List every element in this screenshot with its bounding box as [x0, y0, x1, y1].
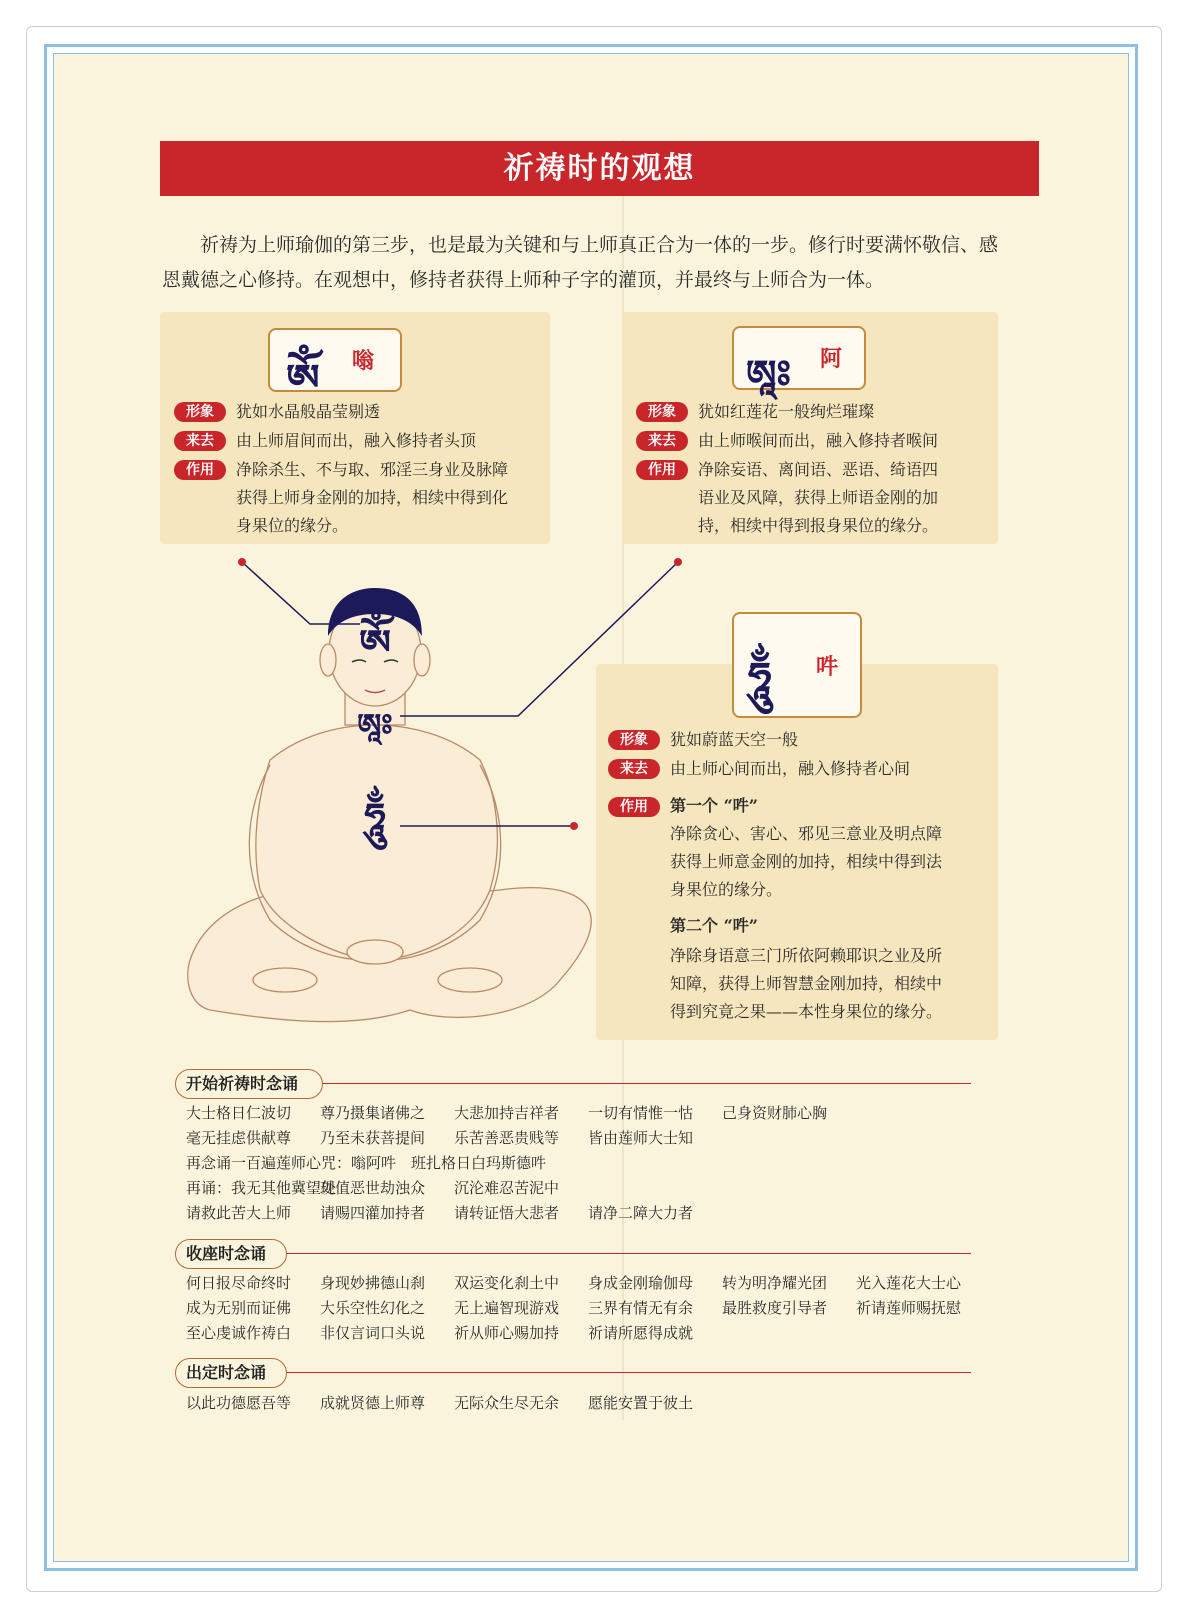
- tibetan-om-syllable: ༀ: [286, 355, 320, 404]
- verse-phrase: 愿能安置于彼土: [588, 1394, 694, 1412]
- leader-line-ah: [400, 562, 678, 716]
- verse-phrase: 最胜救度引导者: [722, 1299, 828, 1317]
- page-title: 祈祷时的观想: [160, 141, 1039, 196]
- right-ear: [414, 644, 430, 676]
- verse-phrase: 请净二障大力者: [588, 1204, 694, 1222]
- left-foot: [253, 968, 317, 992]
- om-function-line: 身果位的缘分。: [236, 516, 349, 535]
- badge-function: 作用: [608, 797, 660, 817]
- verse-phrase: 祈从师心赐加持: [454, 1324, 560, 1342]
- verse-phrase: 双运变化刹土中: [454, 1274, 560, 1292]
- seed-panel-om: [160, 312, 550, 544]
- hum-second-line: 净除身语意三门所依阿赖耶识之业及所: [670, 946, 943, 965]
- verse-phrase: 乃至未获菩提间: [320, 1129, 426, 1147]
- badge-form: 形象: [174, 402, 226, 422]
- verse-phrase: 皆由莲师大士知: [588, 1129, 694, 1147]
- hum-form-text: 犹如蔚蓝天空一般: [670, 730, 799, 749]
- verse-phrase: 大士格日仁波切: [186, 1104, 292, 1122]
- seed-box-om: [268, 328, 402, 404]
- badge-come-go: 来去: [636, 431, 688, 451]
- verse-phrase: 成为无别而证佛: [186, 1299, 292, 1317]
- verse-phrase: 现值恶世劫浊众: [320, 1179, 426, 1197]
- hum-first-line: 净除贪心、害心、邪见三意业及明点障: [670, 824, 943, 843]
- verse-phrase: 以此功德愿吾等: [186, 1394, 292, 1412]
- hum-come-go-text: 由上师心间而出，融入修持者心间: [670, 759, 911, 778]
- verse-phrase: 请救此苦大上师: [186, 1204, 292, 1222]
- tibetan-hum-syllable: ཧཱུྂ: [748, 653, 772, 702]
- seed-panel-ah: [622, 312, 998, 544]
- badge-form: 形象: [608, 730, 660, 750]
- badge-function: 作用: [636, 460, 688, 480]
- verse-phrase: 再念诵一百遍莲师心咒：嗡阿吽 班扎格日白玛斯德吽: [186, 1154, 547, 1172]
- verse-phrase: 大悲加持吉祥者: [454, 1104, 560, 1122]
- verse-phrase: 一切有情惟一怙: [588, 1104, 694, 1122]
- intro-paragraph: [162, 228, 1002, 298]
- verse-phrase: 己身资财肺心胸: [722, 1104, 828, 1122]
- badge-come-go: 来去: [174, 431, 226, 451]
- verse-phrase: 请赐四灌加持者: [320, 1204, 426, 1222]
- hum-second-line: 得到究竟之果——本性身果位的缘分。: [670, 1002, 943, 1021]
- om-form-text: 犹如水晶般晶莹剔透: [236, 402, 381, 421]
- badge-function: 作用: [174, 460, 226, 480]
- verse-phrase: 身现妙拂德山刹: [320, 1274, 426, 1292]
- hum-first-line: 身果位的缘分。: [670, 880, 783, 899]
- hum-first-line: 获得上师意金刚的加持，相续中得到法: [670, 852, 943, 871]
- ah-form-text: 犹如红莲花一般绚烂璀璨: [698, 402, 875, 421]
- verse-phrase: 三界有情无有余: [588, 1299, 694, 1317]
- intro-text: 祈祷为上师瑜伽的第三步，也是最为关键和与上师真正合为一体的一步。修行时要满怀敬信、感恩戴德之心修持。在观想中，修持者获得上师种子字的灌顶，并最终与上师合为一体。: [162, 234, 999, 291]
- recitation-heading-exit: 出定时念诵: [175, 1358, 287, 1388]
- verse-phrase: 祈请所愿得成就: [588, 1324, 694, 1342]
- verse-phrase: 何日报尽命终时: [186, 1274, 292, 1292]
- verse-phrase: 祈请莲师赐抚慰: [856, 1299, 962, 1317]
- badge-form: 形象: [636, 402, 688, 422]
- leader-dot-hum: [570, 822, 578, 830]
- recitation-heading-start: 开始祈祷时念诵: [175, 1069, 323, 1099]
- om-function-line: 净除杀生、不与取、邪淫三身业及脉障: [236, 460, 509, 479]
- figure-ah-syllable: ཨཱཿ: [357, 708, 393, 743]
- ah-function-line: 语业及风障，获得上师语金刚的加: [698, 488, 939, 507]
- right-foot: [438, 968, 502, 992]
- recitation-heading-close: 收座时念诵: [175, 1239, 287, 1269]
- chinese-hum-syllable: 吽: [816, 654, 839, 680]
- figure-hum-syllable: ཧཱུྂ: [364, 794, 386, 839]
- seed-box-hum: [732, 612, 862, 718]
- section-divider: [287, 1372, 971, 1373]
- verse-phrase: 尊乃摄集诸佛之: [320, 1104, 426, 1122]
- leader-dot-ah: [674, 558, 682, 566]
- tibetan-ah-syllable: ཨཱཿ: [746, 351, 791, 396]
- left-ear: [320, 644, 336, 676]
- verse-phrase: 乐苦善恶贵贱等: [454, 1129, 560, 1147]
- hum-second-line: 知障，获得上师智慧金刚加持，相续中: [670, 974, 943, 993]
- meditating-figure-illustration: [150, 540, 710, 1060]
- verse-phrase: 请转证悟大悲者: [454, 1204, 560, 1222]
- verse-phrase: 成就贤德上师尊: [320, 1394, 426, 1412]
- badge-come-go: 来去: [608, 759, 660, 779]
- chinese-ah-syllable: 阿: [820, 346, 843, 372]
- verse-phrase: 毫无挂虑供献尊: [186, 1129, 292, 1147]
- ah-function-line: 持，相续中得到报身果位的缘分。: [698, 516, 939, 535]
- leader-dot-om: [238, 558, 246, 566]
- section-divider: [323, 1083, 971, 1084]
- chinese-om-syllable: 嗡: [352, 348, 375, 374]
- verse-phrase: 大乐空性幻化之: [320, 1299, 426, 1317]
- figure-om-syllable: ༀ: [358, 621, 392, 668]
- verse-phrase: 无上遍智现游戏: [454, 1299, 560, 1317]
- verse-phrase: 至心虔诚作祷白: [186, 1324, 292, 1342]
- section-divider: [287, 1253, 971, 1254]
- om-function-line: 获得上师身金刚的加持，相续中得到化: [236, 488, 509, 507]
- hum-second-title: 第二个 “吽”: [670, 916, 758, 935]
- ah-function-line: 净除妄语、离间语、恶语、绮语四: [698, 460, 939, 479]
- verse-phrase: 沉沦难忍苦泥中: [454, 1179, 560, 1197]
- verse-phrase: 无际众生尽无余: [454, 1394, 560, 1412]
- om-come-go-text: 由上师眉间而出，融入修持者头顶: [236, 431, 477, 450]
- verse-phrase: 非仅言词口头说: [320, 1324, 426, 1342]
- verse-phrase: 转为明净耀光团: [722, 1274, 828, 1292]
- verse-phrase: 身成金刚瑜伽母: [588, 1274, 694, 1292]
- hum-first-title: 第一个 “吽”: [670, 796, 758, 815]
- seed-box-ah: [732, 326, 866, 396]
- hands: [347, 940, 403, 964]
- verse-phrase: 再诵：我无其他冀望处: [186, 1179, 337, 1197]
- ah-come-go-text: 由上师喉间而出，融入修持者喉间: [698, 431, 939, 450]
- torso: [256, 725, 498, 960]
- verse-phrase: 光入莲花大士心: [856, 1274, 962, 1292]
